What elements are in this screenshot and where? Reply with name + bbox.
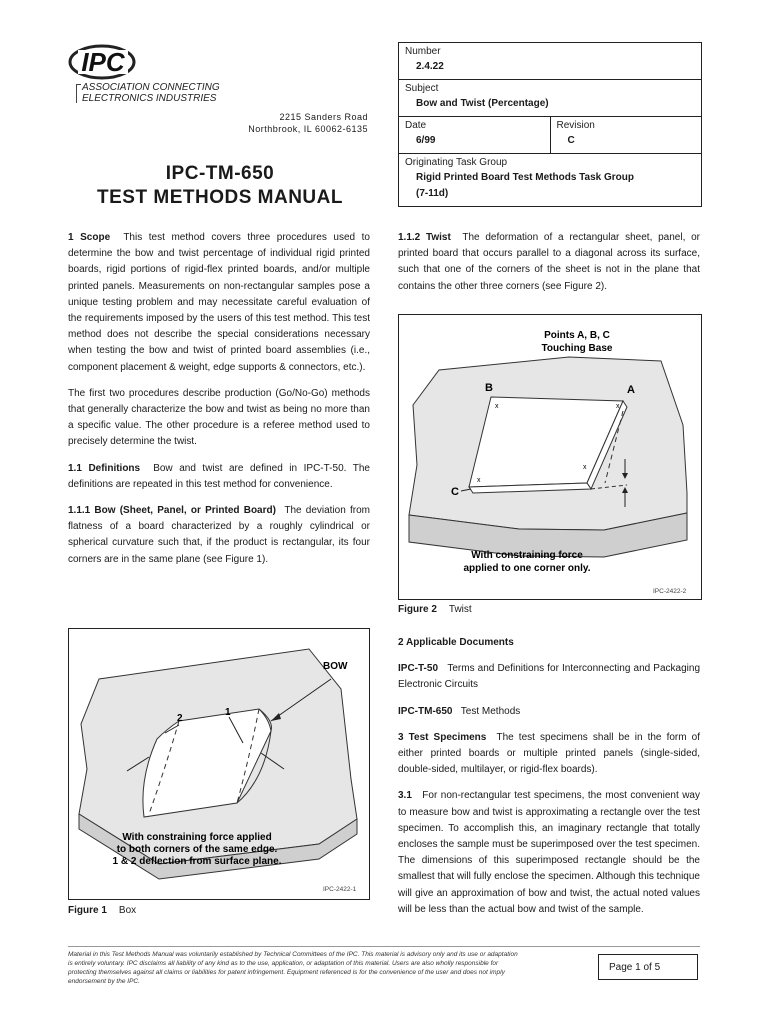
task-group-value-line1: Rigid Printed Board Test Methods Task Group xyxy=(416,172,634,183)
twist-text: The deformation of a rectangular sheet, panel, or printed board that occurs parallel to a diagonal across its surface, such that one of the corners of the sheet is not in the plane that contains the other three corners (see Figure 2). xyxy=(398,232,701,292)
figure1-caption xyxy=(68,905,136,916)
right-column-bottom xyxy=(398,635,700,928)
fig2-id: IPC-2422-2 xyxy=(653,588,687,595)
doc1-id: IPC-T-50 xyxy=(398,663,439,675)
fig2-mark-b: x xyxy=(495,403,499,410)
fig2-mark-c: x xyxy=(477,477,481,484)
page-number: Page 1 of 5 xyxy=(598,954,698,980)
doc1-text: Terms and Definitions for Interconnecting and Packaging Electronic Circuits xyxy=(398,663,701,691)
scope-text: This test method covers three procedures used to determine the bow and twist percentage of individual rigid printed boards, rigid portions of rigid-flex printed boards, and/or multiple printed panels. Measurements on non-rectangular samples pose a unique testing problem and may necessitate careful evaluation of the requirements imposed by the users of this test method. This test method does not describe the special considerations necessary when testing the bow and twist of printed board assemblies (i.e., component placement & weight, edge supports & connectors, etc.). xyxy=(68,232,370,373)
specimens-paragraph xyxy=(398,730,700,779)
section-3-1-paragraph xyxy=(398,788,700,918)
figure1-title: Box xyxy=(118,905,137,916)
fig1-caption-line3: 1 & 2 deflection from surface plane. xyxy=(112,856,282,867)
fig1-caption-line2: to both corners of the same edge. xyxy=(116,844,278,855)
revision-value: C xyxy=(567,135,575,146)
fig1-bow-label: BOW xyxy=(323,661,348,672)
number-value: 2.4.22 xyxy=(416,61,444,72)
section-3-1-heading: 3.1 xyxy=(398,790,412,802)
fig2-top-line1: Points A, B, C xyxy=(544,330,610,341)
fig1-id: IPC-2422-1 xyxy=(323,886,357,893)
task-group-value-line2: (7-11d) xyxy=(416,188,449,199)
scope-paragraph xyxy=(68,230,370,376)
fig2-mark-a: x xyxy=(616,403,620,410)
document-info-table xyxy=(398,42,702,207)
subject-label: Subject xyxy=(405,83,439,94)
fig2-label-b: B xyxy=(485,382,493,394)
number-label: Number xyxy=(405,46,441,57)
figure1-box xyxy=(68,628,370,900)
figure2-illustration xyxy=(399,315,701,599)
doc2-id: IPC-TM-650 xyxy=(398,705,453,717)
scope-heading: 1 Scope xyxy=(68,232,111,243)
doc2-text: Test Methods xyxy=(460,705,521,717)
twist-paragraph xyxy=(398,230,700,295)
applicable-docs-heading: 2 Applicable Documents xyxy=(398,637,514,648)
subject-row xyxy=(399,80,701,117)
ipc-logo xyxy=(68,42,138,82)
logo-text: IPC xyxy=(81,47,125,77)
figure2-caption xyxy=(398,604,472,615)
subject-value: Bow and Twist (Percentage) xyxy=(416,98,549,109)
left-column xyxy=(68,230,370,578)
number-row xyxy=(399,43,701,80)
footer-rule xyxy=(68,946,700,947)
association-line1: ASSOCIATION CONNECTING xyxy=(82,82,220,93)
figure1-label: Figure 1 xyxy=(68,905,107,916)
footer-disclaimer: Material in this Test Methods Manual was voluntarily established by Technical Committees of the IPC. This material is advisory only and its use or adaptation is entirely voluntary. IPC disclaims all liability of any kind as to the use, application, or adaptation of this material. Users are also wholly responsible for protecting themselves against all claims or liabilities for patent infringement. Equipment referenced is for the convenience of the user and does not imply endorsement by the IPC. xyxy=(68,951,518,985)
bow-text: The deviation from flatness of a board characterized by a roughly cylindrical or spherical curvature such that, if the product is rectangular, its four corners are in the same plane (see Figure 1). xyxy=(68,505,370,565)
figure2-box xyxy=(398,314,702,600)
right-column-top xyxy=(398,230,700,305)
page-title xyxy=(70,162,370,210)
title-line1: IPC-TM-650 xyxy=(165,163,275,184)
address-line2: Northbrook, IL 60062-6135 xyxy=(248,124,368,134)
section-3-1-text: For non-rectangular test specimens, the most convenient way to measure bow and twist is approximating a rectangle over the test specimen. To accomplish this, an imaginary rectangle that totally encloses the sample must be superimposed over the test specimen. The dimensions of this superimposed rectangle should be the smallest that will fully enclose the specimen. Although this technique will give an approximation of bow and twist, the actual noted values will be less than the actual bow and twist of the sample. xyxy=(398,790,700,915)
fig2-label-c: C xyxy=(451,486,459,498)
association-line2: ELECTRONICS INDUSTRIES xyxy=(82,93,217,104)
scope-text-2: The first two procedures describe production (Go/No-Go) methods that generally characterize the bow and twist as being no more than a specific value. The other procedure is a referee method used to precisely determine the twist. xyxy=(68,387,370,448)
fig2-caption-line1: With constraining force xyxy=(471,550,583,561)
bow-paragraph xyxy=(68,503,370,568)
address xyxy=(248,111,368,135)
fig2-label-a: A xyxy=(627,384,635,396)
association-bracket xyxy=(76,84,81,103)
figure1-illustration xyxy=(69,629,369,899)
definitions-paragraph xyxy=(68,461,370,493)
fig1-caption-line1: With constraining force applied xyxy=(122,832,272,843)
specimens-heading: 3 Test Specimens xyxy=(398,731,487,743)
fig2-top-line2: Touching Base xyxy=(541,343,613,354)
fig2-caption-line2: applied to one corner only. xyxy=(463,563,591,574)
specimens-text: The test specimens shall be in the form of either printed boards or multiple printed panels (single-sided, double-sided, multilayer, or rigid-flex boards). xyxy=(398,731,700,776)
date-revision-row xyxy=(399,117,701,154)
fig1-label-1: 1 xyxy=(225,707,231,718)
revision-label: Revision xyxy=(556,120,595,131)
figure2-title: Twist xyxy=(448,604,472,615)
scope-paragraph-2 xyxy=(68,386,370,451)
definitions-heading: 1.1 Definitions xyxy=(68,462,141,474)
task-group-label: Originating Task Group xyxy=(405,157,508,168)
title-line2: TEST METHODS MANUAL xyxy=(97,187,343,208)
task-group-row xyxy=(399,154,701,206)
date-label: Date xyxy=(405,120,427,131)
fig2-mark-d: x xyxy=(583,464,587,471)
bow-heading: 1.1.1 Bow (Sheet, Panel, or Printed Board) xyxy=(68,505,276,517)
date-value: 6/99 xyxy=(416,135,436,146)
twist-heading: 1.1.2 Twist xyxy=(398,232,451,243)
doc2-paragraph xyxy=(398,704,700,720)
definitions-text: Bow and twist are defined in IPC-T-50. The definitions are repeated in this test method for convenience. xyxy=(68,462,370,490)
doc1-paragraph xyxy=(398,661,700,693)
association-name xyxy=(82,82,220,104)
figure2-label: Figure 2 xyxy=(398,604,437,615)
fig1-label-2: 2 xyxy=(177,713,183,724)
address-line1: 2215 Sanders Road xyxy=(279,112,368,122)
